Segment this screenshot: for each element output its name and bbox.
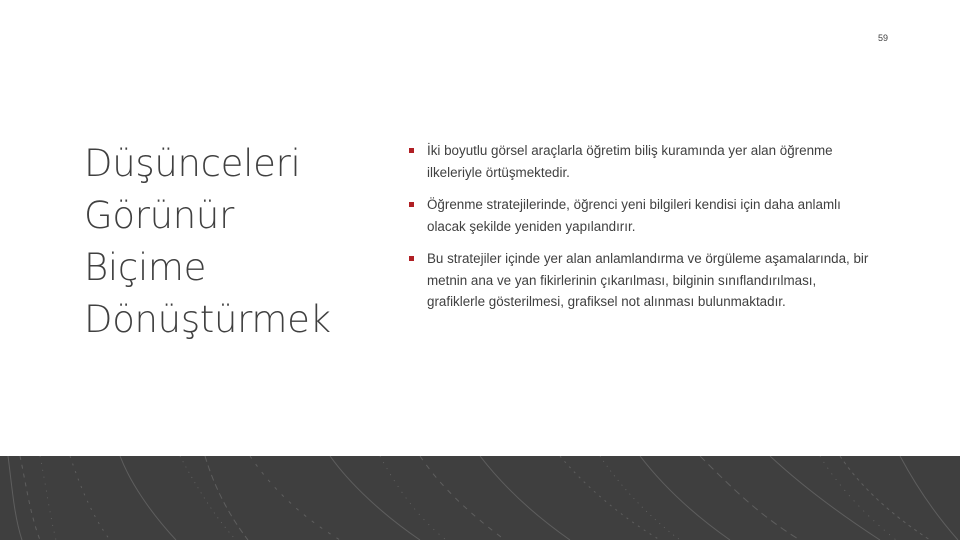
- bullet-item: [407, 140, 877, 183]
- bullet-item: [407, 194, 877, 237]
- square-bullet-icon: [409, 202, 414, 207]
- title-line: Dönüştürmek: [84, 298, 331, 341]
- bullet-text: İki boyutlu görsel araçlarla öğretim biliş kuramında yer alan öğrenme ilkeleriyle örtüşmektedir.: [427, 143, 833, 180]
- title-line: Düşünceleri: [84, 142, 301, 185]
- slide-title: [84, 138, 374, 346]
- square-bullet-icon: [409, 256, 414, 261]
- footer-decorative-band: [0, 456, 960, 540]
- curved-lines-pattern: [0, 456, 960, 540]
- bullet-text: Bu stratejiler içinde yer alan anlamlandırma ve örgüleme aşamalarında, bir metnin ana ve yan fikirlerinin çıkarılması, bilginin sınıflandırılması, grafiklerle gösterilmesi, grafiksel not alınması bulunmaktadır.: [427, 251, 869, 309]
- bullet-item: [407, 248, 877, 313]
- square-bullet-icon: [409, 148, 414, 153]
- bullet-list: [407, 140, 877, 324]
- title-line: Görünür: [84, 194, 234, 237]
- page-number: 59: [877, 33, 888, 43]
- bullet-text: Öğrenme stratejilerinde, öğrenci yeni bilgileri kendisi için daha anlamlı olacak şekilde yeniden yapılandırır.: [427, 197, 841, 234]
- title-line: Biçime: [84, 246, 207, 289]
